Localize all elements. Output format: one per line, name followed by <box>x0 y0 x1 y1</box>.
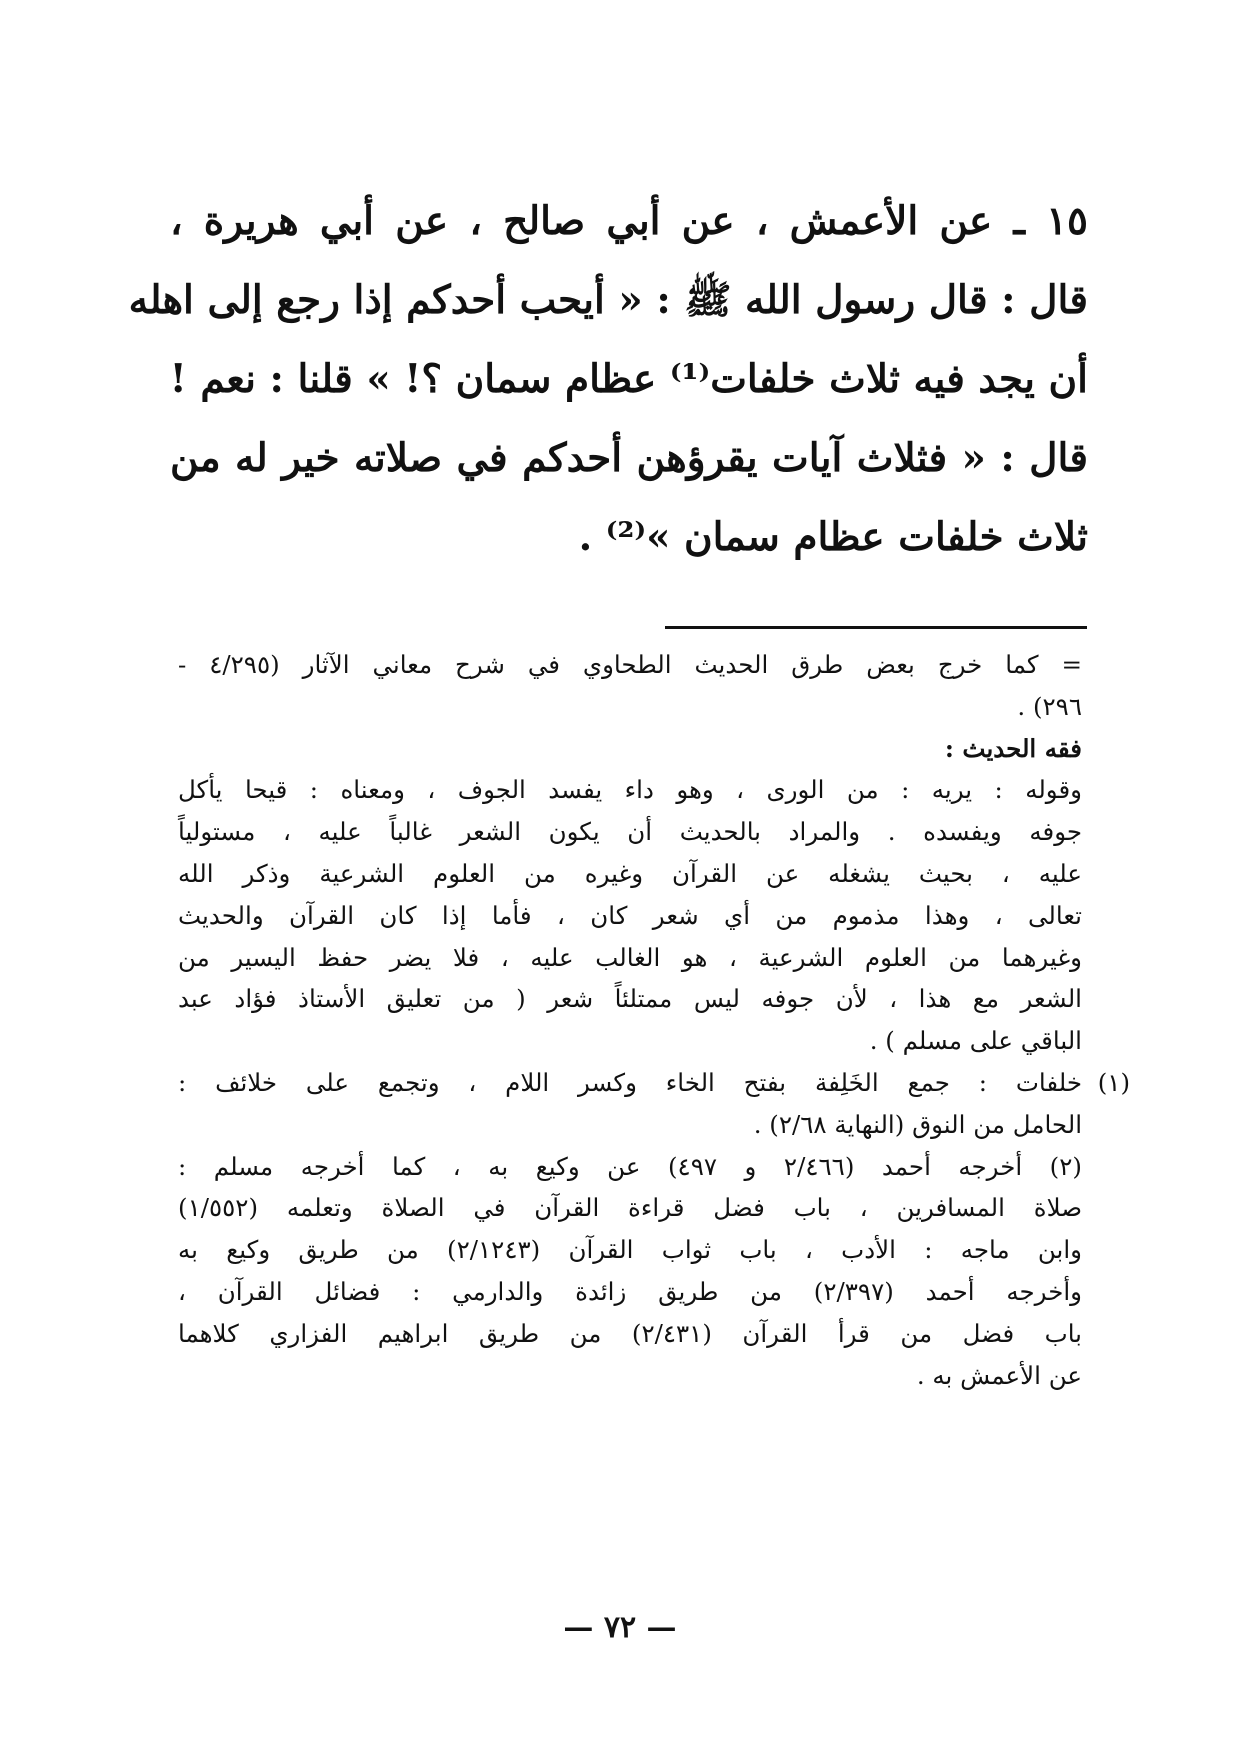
hadith-line: قال : قال رسول الله ﷺ : « أيحب أحدكم إذا رجع إلى اهله <box>128 277 1088 323</box>
hadith-line: ١٥ ـ عن الأعمش ، عن أبي صالح ، عن أبي هريرة ، <box>170 198 1088 244</box>
footnotes <box>178 644 1130 1396</box>
footnote-line: وقوله : يريه : من الورى ، وهو داء يفسد الجوف ، ومعناه : قيحا يأكل <box>178 775 1082 805</box>
footnote-line: خلفات : جمع الخَلِفة بفتح الخاء وكسر اللام ، وتجمع على خلائف : <box>178 1067 1082 1097</box>
footnote-separator <box>665 626 1087 629</box>
footnote-line: تعالى ، وهذا مذموم من أي شعر كان ، فأما إذا كان القرآن والحديث <box>178 900 1082 930</box>
footnote-line: عليه ، بحيث يشغله عن القرآن وغيره من العلوم الشرعية وذكر الله <box>178 858 1082 888</box>
footnote-1 <box>178 1062 1130 1146</box>
footnote-line: جوفه ويفسده . والمراد بالحديث أن يكون الشعر غالباً عليه ، مستولياً <box>178 817 1082 847</box>
footnote-line: وغيرهما من العلوم الشرعية ، هو الغالب عليه ، فلا يضر حفظ اليسير من <box>178 942 1082 972</box>
hadith-text <box>128 182 1088 577</box>
hadith-line: أن يجد فيه ثلاث خلفات⁽¹⁾ عظام سمان ؟! » قلنا : نعم ! <box>169 356 1088 402</box>
hadith-line: ثلاث خلفات عظام سمان »⁽²⁾ . <box>578 514 1088 560</box>
footnote-line: = كما خرج بعض طرق الحديث الطحاوي في شرح معاني الآثار (٤/٢٩٥ - <box>178 650 1082 679</box>
footnote-line: ٢٩٦) . <box>1017 691 1082 721</box>
footnote-line: الباقي على مسلم ) . <box>869 1026 1082 1056</box>
footnote-line: وأخرجه أحمد (٢/٣٩٧) من طريق زائدة والدارمي : فضائل القرآن ، <box>178 1276 1082 1306</box>
footnote-2 <box>178 1146 1082 1397</box>
footnote-number: (١) <box>1097 1067 1130 1097</box>
hadith-line: قال : « فثلاث آيات يقرؤهن أحدكم في صلاته خير له من <box>170 435 1088 481</box>
page-number: — ٧٢ — <box>563 1610 677 1645</box>
footnote-line: باب فضل من قرأ القرآن (٢/٤٣١) من طريق ابراهيم الفزاري كلاهما <box>178 1318 1082 1348</box>
footnote-line: وابن ماجه : الأدب ، باب ثواب القرآن (٢/١٢٤٣) من طريق وكيع به <box>178 1235 1082 1265</box>
footnote-line: صلاة المسافرين ، باب فضل قراءة القرآن في الصلاة وتعلمه (١/٥٥٢) <box>178 1193 1082 1223</box>
footnote-line: (٢) أخرجه أحمد (٢/٤٦٦ و ٤٩٧) عن وكيع به ، كما أخرجه مسلم : <box>178 1151 1082 1181</box>
fiqh-heading: فقه الحديث : <box>944 733 1082 763</box>
footnote-line: الشعر مع هذا ، لأن جوفه ليس ممتلئاً شعر ( من تعليق الأستاذ فؤاد عبد <box>178 984 1082 1014</box>
footnote-line: الحامل من النوق (النهاية ٢/٦٨) . <box>753 1109 1082 1139</box>
footnote-line: عن الأعمش به . <box>916 1360 1082 1390</box>
